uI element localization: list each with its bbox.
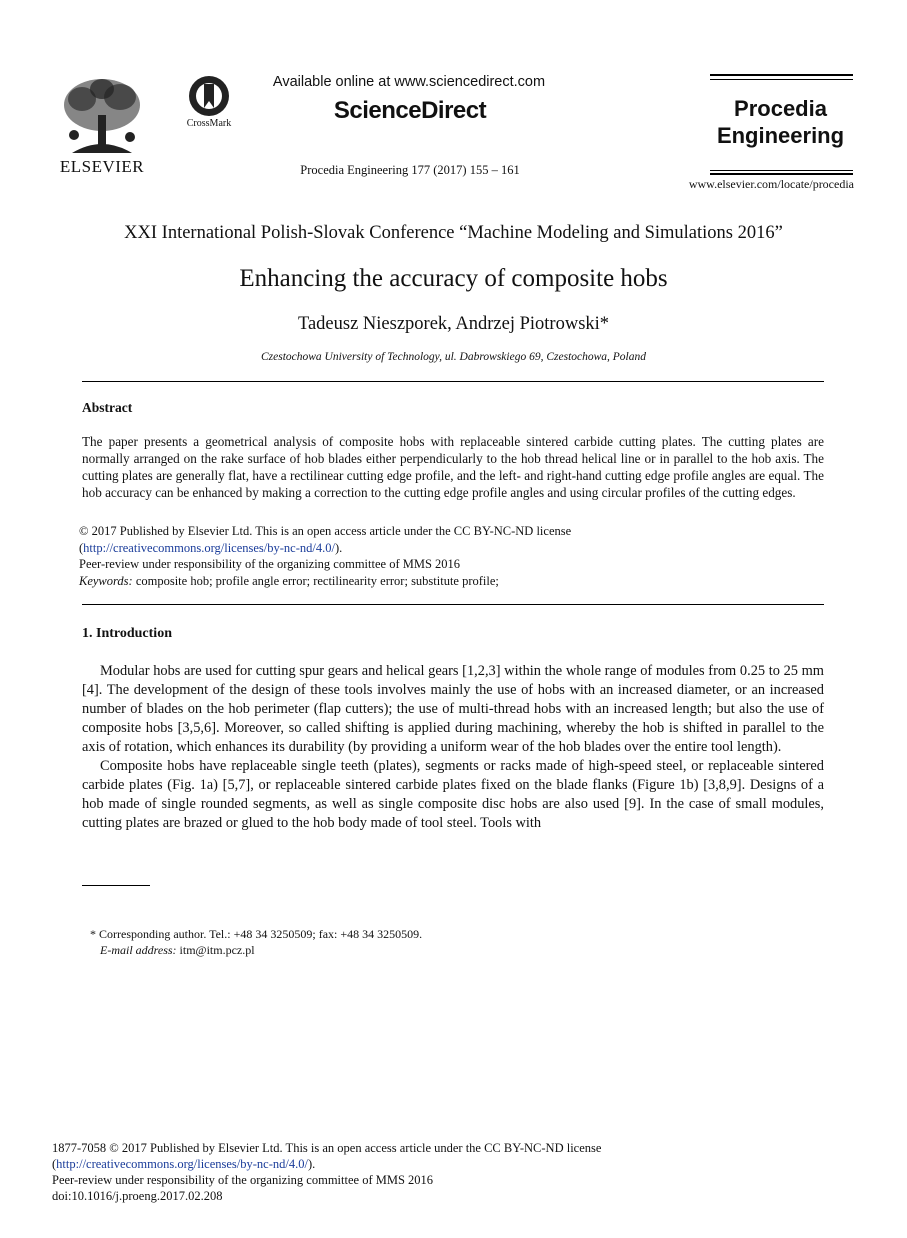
elsevier-logo — [52, 75, 152, 177]
intro-paragraph-1: Modular hobs are used for cutting spur gears and helical gears [1,2,3] within the whole range of modules from 0.25 to 25 mm [4]. The development of the design of these tools involves mainly the use of hobs with an increased diameter, or an increased number of blades on the hob perimeter (flap cutters); the use of multi-thread hobs with an increased length; but also the use of composite hobs [3,5,6]. Moreover, so called shifting is applied during machining, whereby the hob is shifted in parallel to the axis of rotation, which enhances its durability (by providing a uniform wear of the hob blades over the entire tool length). — [82, 663, 824, 755]
crossmark-icon — [180, 74, 238, 118]
journal-title-line1: Procedia — [734, 96, 827, 121]
divider-top — [82, 381, 824, 382]
introduction-body — [82, 662, 824, 833]
journal-url[interactable]: www.elsevier.com/locate/procedia — [688, 177, 854, 191]
email-label: E-mail address: — [100, 943, 177, 957]
license-link[interactable]: http://creativecommons.org/licenses/by-nc-nd/4.0/ — [83, 540, 335, 555]
journal-reference: Procedia Engineering 177 (2017) 155 – 161 — [300, 163, 520, 177]
author-list: Tadeusz Nieszporek, Andrzej Piotrowski* — [297, 314, 610, 334]
crossmark-badge[interactable] — [180, 74, 238, 134]
abstract-text: The paper presents a geometrical analysis of composite hobs with replaceable sintered carbide cutting plates. The cutting plates are normally arranged on the rake surface of hob blades either perpendicularly to the hob thread helical line or in parallel to the hob axis. The cutting plates are generally flat, have a rectilinear cutting edge profile, and the left- and right-hand cutting edge profile angles are equal. The hob accuracy can be enhanced by making a correction to the cutting edge profile angles and using circular profiles of the cutting edges. — [82, 434, 824, 500]
footer-doi[interactable]: doi:10.1016/j.proeng.2017.02.208 — [52, 1189, 223, 1203]
journal-title-line2: Engineering — [716, 123, 845, 148]
footer-peer-review: Peer-review under responsibility of the organizing committee of MMS 2016 — [52, 1173, 434, 1187]
affiliation: Czestochowa University of Technology, ul. Dabrowskiego 69, Czestochowa, Poland — [260, 351, 647, 363]
keywords-line — [79, 573, 824, 590]
abstract-meta — [79, 523, 824, 589]
crossmark-label: CrossMark — [186, 118, 232, 129]
copyright-line: © 2017 Published by Elsevier Ltd. This is an open access article under the CC BY-NC-ND license — [79, 524, 572, 538]
footnote-rule — [82, 885, 150, 886]
footer-license-link[interactable]: http://creativecommons.org/licenses/by-nc-nd/4.0/ — [56, 1157, 308, 1171]
page-footer — [52, 1140, 852, 1204]
elsevier-tree-icon — [52, 75, 152, 159]
keywords-list: composite hob; profile angle error; rectilinearity error; substitute profile; — [132, 573, 499, 588]
corresponding-author: * Corresponding author. Tel.: +48 34 3250509; fax: +48 34 3250509. — [90, 927, 423, 941]
conference-name: XXI International Polish-Slovak Conference “Machine Modeling and Simulations 2016” — [124, 223, 783, 243]
intro-paragraph-2: Composite hobs have replaceable single teeth (plates), segments or racks made of high-speed steel, or replaceable sintered carbide plates (Fig. 1a) [5,7], or replaceable sintered carbide plates fixed on the blade flanks (Figure 1b) [3,8,9]. Designs of a hob made of single rounded segments, as well as single composite disc hobs are also used [9]. In the case of small modules, cutting plates are brazed or glued to the hob body made of tool steel. Tools with — [82, 758, 824, 831]
abstract-heading: Abstract — [82, 400, 133, 415]
footer-issn-line: 1877-7058 © 2017 Published by Elsevier Ltd. This is an open access article under the CC BY-NC-ND license — [52, 1141, 602, 1155]
email-line — [90, 942, 790, 958]
sciencedirect-wordmark: ScienceDirect — [333, 97, 487, 124]
footnote — [90, 926, 790, 958]
email-address[interactable]: itm@itm.pcz.pl — [176, 943, 255, 957]
peer-review-line: Peer-review under responsibility of the organizing committee of MMS 2016 — [79, 557, 461, 571]
divider-abstract — [82, 604, 824, 605]
keywords-label: Keywords: — [79, 573, 133, 588]
available-online: Available online at www.sciencedirect.com — [272, 74, 546, 90]
journal-title — [708, 95, 853, 149]
section-heading-introduction: 1. Introduction — [82, 626, 172, 641]
footer-license-line: (http://creativecommons.org/licenses/by-nc-nd/4.0/). — [52, 1157, 316, 1171]
license-line: (http://creativecommons.org/licenses/by-nc-nd/4.0/). — [79, 540, 343, 555]
paper-title: Enhancing the accuracy of composite hobs — [239, 265, 668, 292]
elsevier-wordmark: ELSEVIER — [59, 157, 145, 176]
